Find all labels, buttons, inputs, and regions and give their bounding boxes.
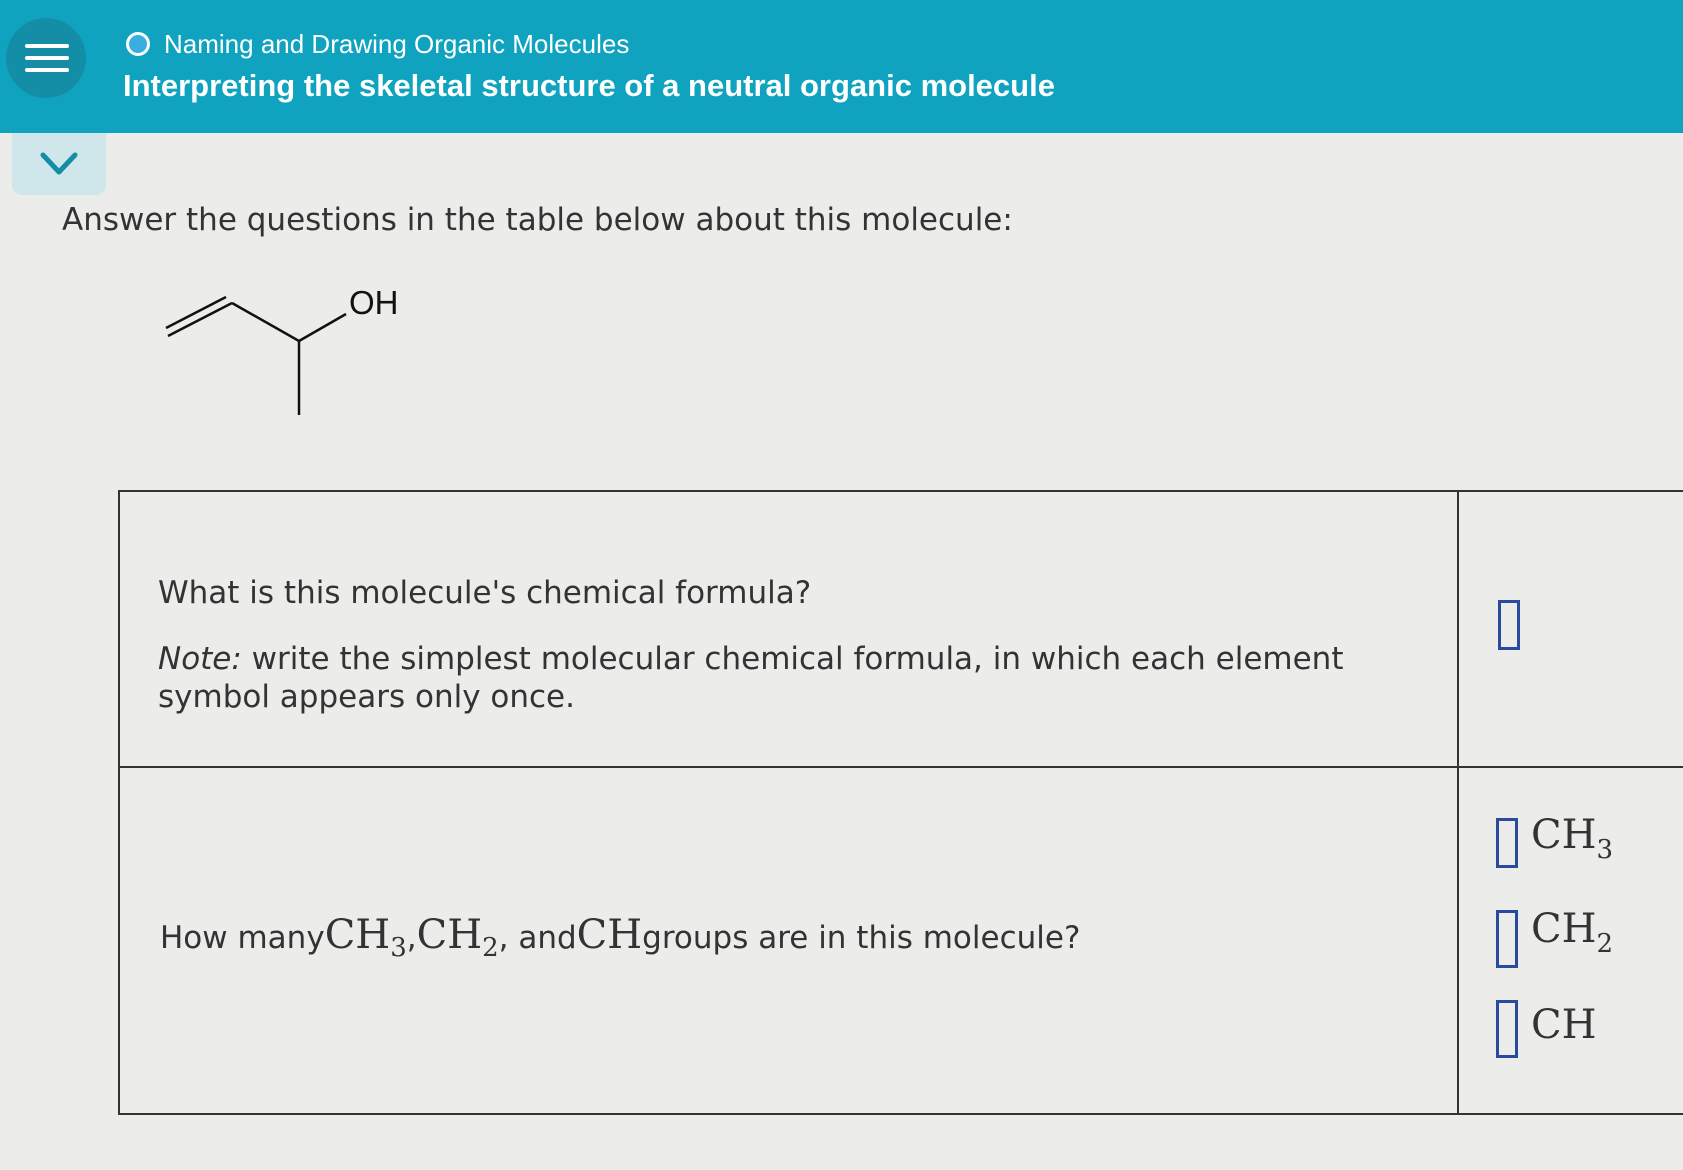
menu-icon-bar <box>25 56 69 60</box>
page-title: Interpreting the skeletal structure of a neutral organic molecule <box>123 68 1055 103</box>
ch3-answer-sub: 3 <box>1596 835 1614 865</box>
ch-answer-label <box>1531 1002 1597 1048</box>
note-label: Note: <box>158 641 242 677</box>
q2-suffix: groups are in this molecule? <box>642 920 1081 956</box>
ch3-answer-label <box>1531 812 1613 865</box>
q2-sep2: , and <box>498 920 577 956</box>
menu-button[interactable] <box>6 18 86 98</box>
ch-answer-main: CH <box>1531 1002 1597 1048</box>
single-bond <box>232 303 299 341</box>
q2-sep1: , <box>406 920 417 956</box>
double-bond-line-1 <box>168 303 232 336</box>
ch3-formula <box>325 912 407 963</box>
ch3-count-input[interactable] <box>1496 818 1518 868</box>
question-formula-text: What is this molecule's chemical formula? <box>158 575 812 611</box>
ch2-formula <box>417 912 499 963</box>
q2-prefix: How many <box>160 920 325 956</box>
column-divider <box>1457 492 1459 1113</box>
ch2-answer-main: CH <box>1531 906 1597 952</box>
chevron-down-icon <box>40 151 78 177</box>
question-groups <box>160 912 1080 963</box>
instructions-text: Answer the questions in the table below about this molecule: <box>62 202 1013 238</box>
ch3-main: CH <box>324 912 391 958</box>
hydroxyl-label: OH <box>349 284 399 321</box>
molecule-structure <box>150 270 450 430</box>
formula-answer-input[interactable] <box>1498 600 1520 650</box>
hydroxyl-bond <box>299 314 346 341</box>
ch2-main: CH <box>416 912 483 958</box>
header-bar <box>0 0 1683 133</box>
menu-icon-bar <box>25 68 69 72</box>
ch2-count-input[interactable] <box>1496 910 1518 968</box>
question-formula <box>158 574 1428 716</box>
topic-dot-icon <box>126 32 150 56</box>
ch2-answer-label <box>1531 906 1613 959</box>
ch3-answer-main: CH <box>1531 812 1597 858</box>
note-text: write the simplest molecular chemical formula, in which each element symbol appears only once. <box>158 641 1344 715</box>
row-divider <box>120 766 1683 768</box>
ch-count-input[interactable] <box>1496 1000 1518 1058</box>
ch2-answer-sub: 2 <box>1596 929 1614 959</box>
double-bond-line-2 <box>166 297 226 328</box>
menu-icon <box>25 44 69 48</box>
formula-note <box>158 640 1428 716</box>
ch2-sub: 2 <box>482 933 499 963</box>
topic-row <box>126 26 629 62</box>
ch-formula: CH <box>576 912 643 958</box>
question-table <box>118 490 1683 1115</box>
collapse-toggle[interactable] <box>12 133 106 195</box>
ch3-sub: 3 <box>390 933 407 963</box>
topic-title: Naming and Drawing Organic Molecules <box>164 28 630 59</box>
